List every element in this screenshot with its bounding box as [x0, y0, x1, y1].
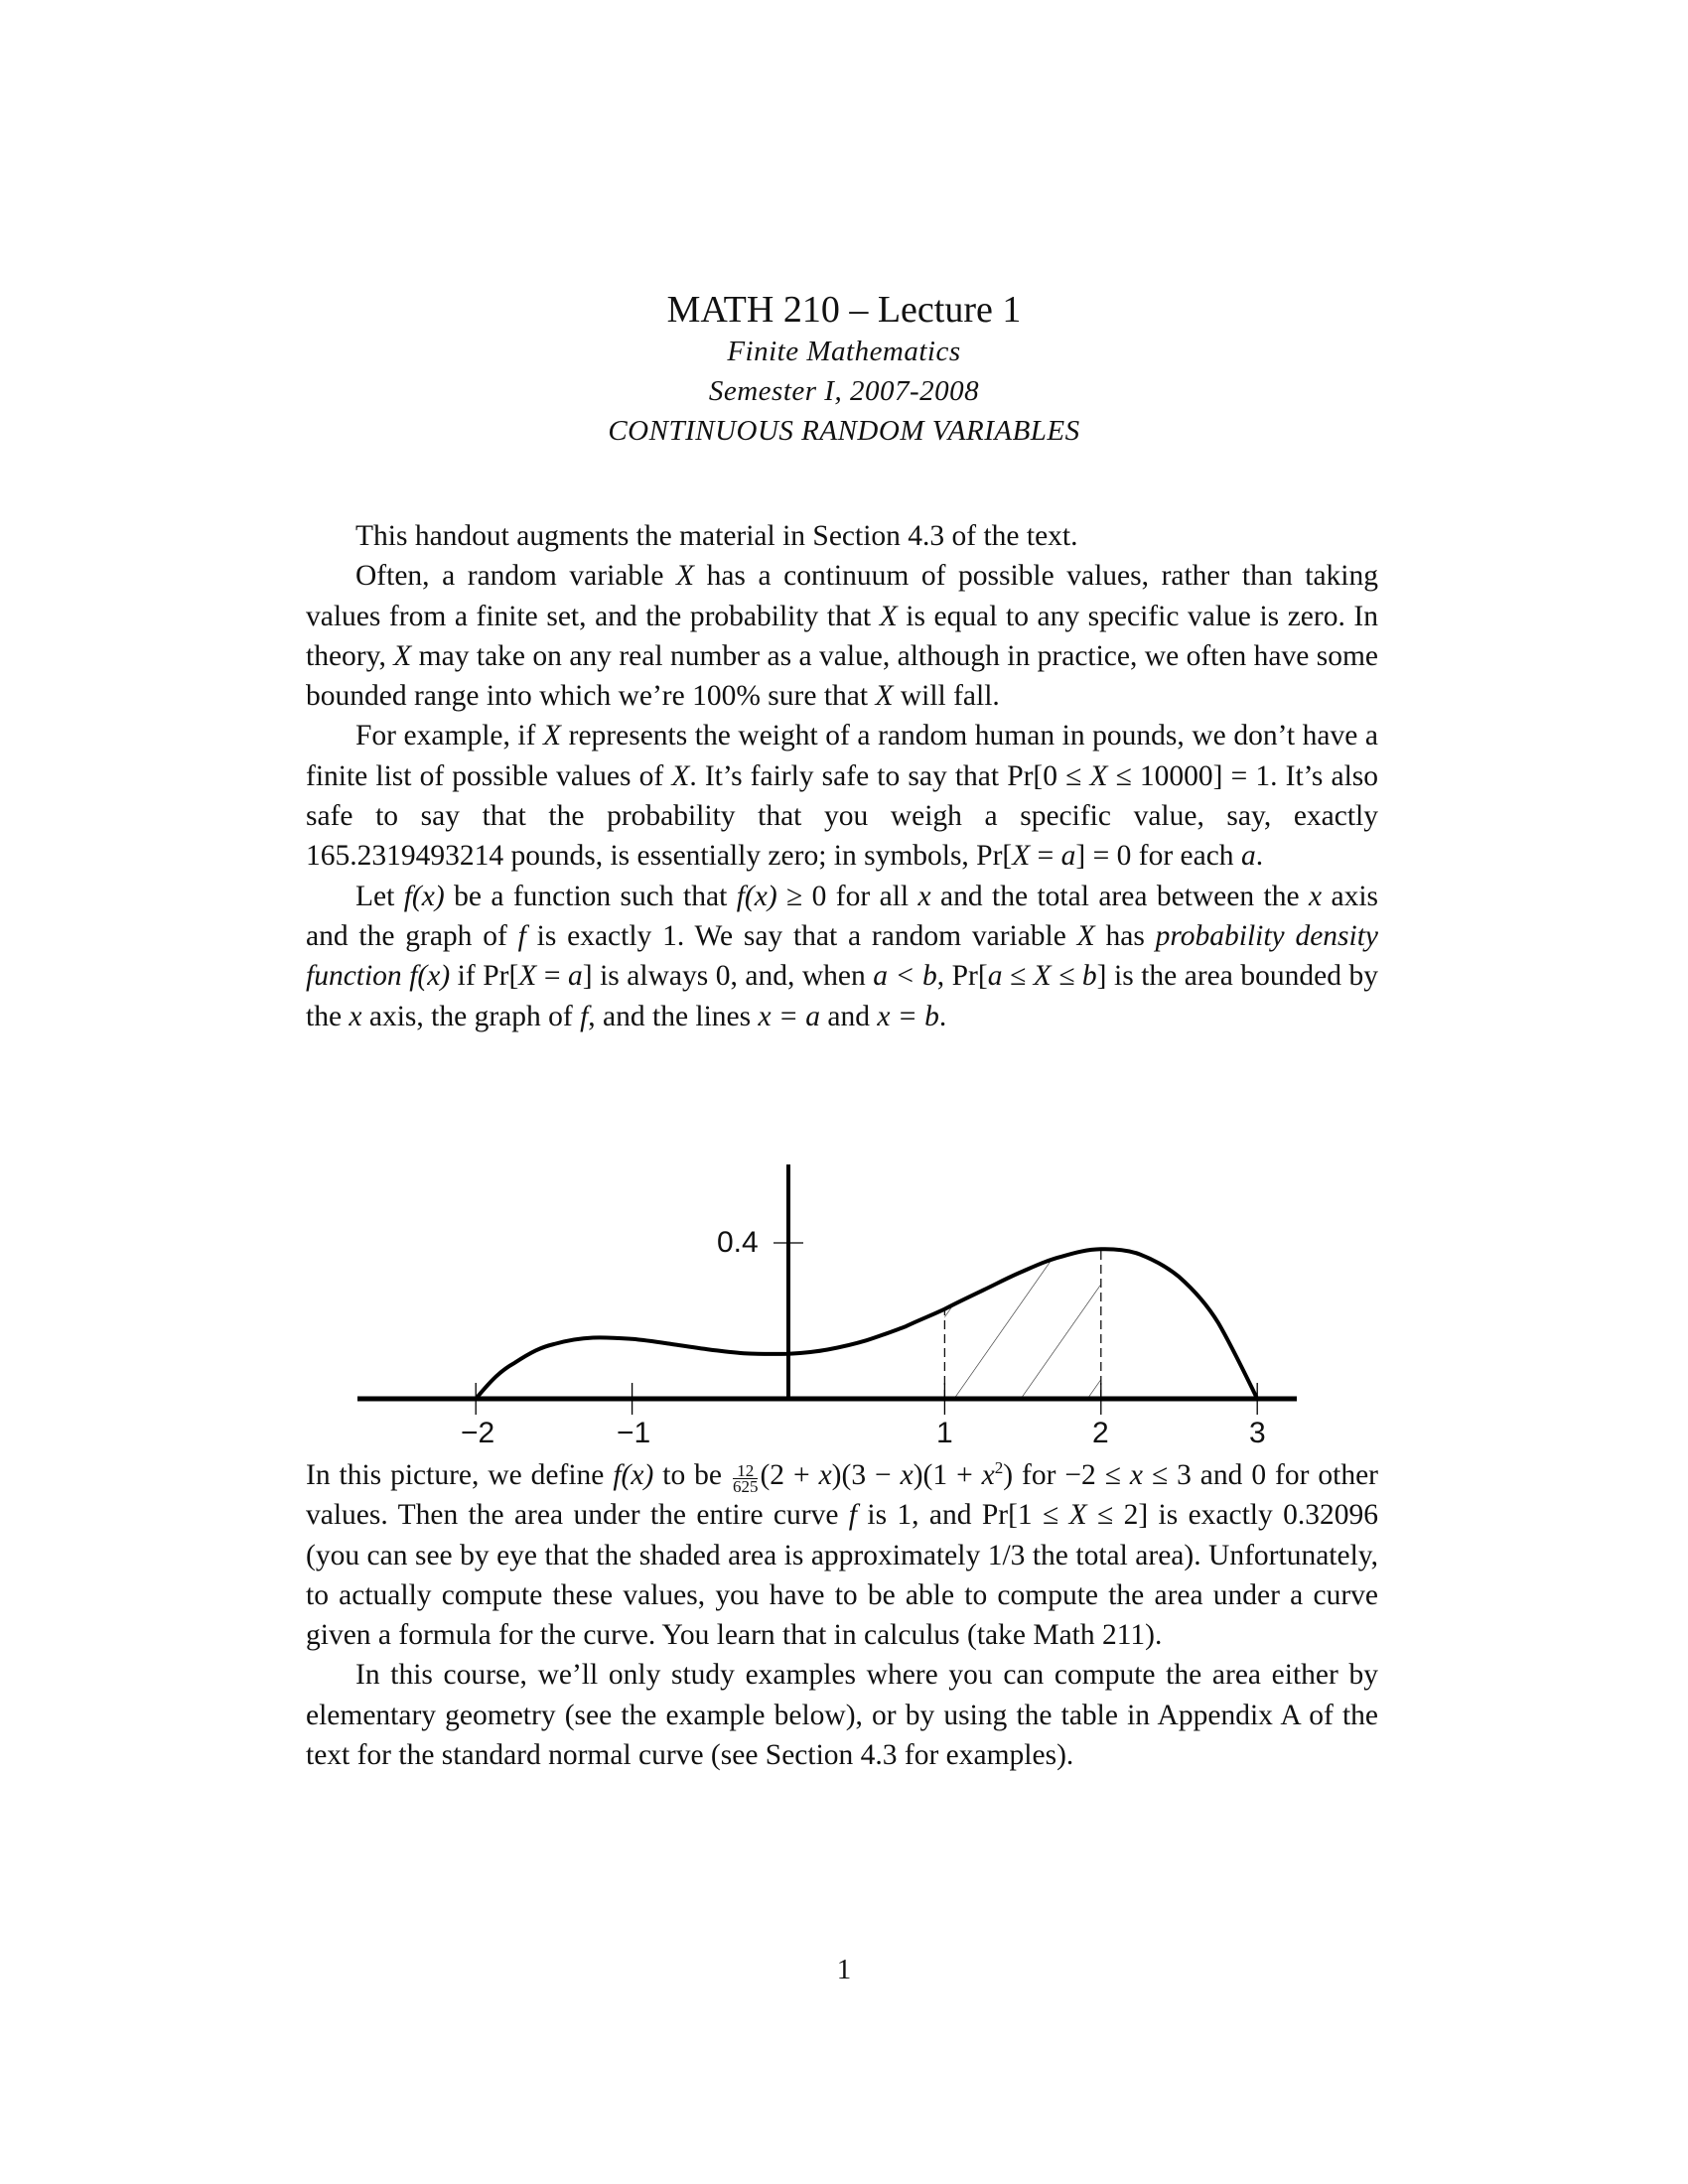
paragraph-course-scope: In this course, we’ll only study examples where you can compute the area either by elementary geometry (see the example below), or by using the table in Appendix A of the text for the standard normal curve (see Section 4.3 for examples). [306, 1659, 1378, 1772]
title-block [0, 288, 1688, 451]
body-text-upper [306, 516, 1378, 1036]
paragraph-continuum: Often, a random variable X has a continuum of possible values, rather than taking values from a finite set, and the probability that X is equal to any specific value is zero. In theory, X may take on any real number as a value, although in practice, we often have some bounded range into which we’re 100% sure that X will fall. [306, 560, 1378, 713]
fraction-12-625: $\frac{12}{625}$ [732, 1460, 759, 1496]
shaded-region [933, 1231, 1112, 1410]
y-tick-label: 0.4 [717, 1226, 759, 1259]
semester: Semester I, 2007-2008 [708, 375, 980, 407]
paragraph-pdf-definition: Let f(x) be a function such that f(x) ≥ 0 for all x and the total area between the x axis and the graph of f is exactly 1. We say that a random variable X has probability density function f(x) if Pr[X = a] is always 0, and, when a < b, Pr[a ≤ X ≤ b] is the area bounded by the x axis, the graph of f, and the lines x = a and x = b. [306, 880, 1379, 1032]
x-tick-label-neg1: −1 [617, 1417, 651, 1449]
paragraph-picture-definition: In this picture, we define f(x) to be $\frac{12}{625}$ $(2 + x)(3 - x)(1 + x^2)$ for −2 ≤ x ≤ 3 and 0 for other values. Then the area under the entire curve f is 1, and Pr[1 ≤ X ≤ 2] is exactly 0.32096 (you can see by eye that the shaded area is approximately 1/3 the total area). Unfortunately, to actually compute these values, you have to be able to compute the area under a curve given a formula for the curve. You learn that in calculus (take Math 211). [306, 1458, 1379, 1652]
paragraph-example-weight: For example, if X represents the weight of a random human in pounds, we don’t have a finite list of possible values of X. It’s fairly safe to say that Pr[0 ≤ X ≤ 10000] = 1. It’s also safe to say that the probability that you weigh a specific value, say, exactly 165.2319493214 pounds, is essentially zero; in symbols, Pr[X = a] = 0 for each a. [306, 720, 1378, 873]
course-name: Finite Mathematics [727, 336, 961, 367]
x-tick-label-3: 3 [1249, 1417, 1266, 1449]
x-tick-label-1: 1 [936, 1417, 953, 1449]
page-number: 1 [836, 1954, 852, 1985]
term-pdf: probability density function [306, 919, 1379, 993]
x-tick-label-2: 2 [1092, 1417, 1109, 1449]
density-curve [476, 1249, 1257, 1399]
x-ticks [476, 1383, 1257, 1415]
body-text-lower [306, 1455, 1378, 1775]
paragraph-intro: This handout augments the material in Section 4.3 of the text. [355, 520, 1078, 552]
lecture-topic: CONTINUOUS RANDOM VARIABLES [608, 415, 1080, 447]
x-tick-label-neg2: −2 [461, 1417, 495, 1449]
page-title: MATH 210 – Lecture 1 [666, 289, 1022, 331]
